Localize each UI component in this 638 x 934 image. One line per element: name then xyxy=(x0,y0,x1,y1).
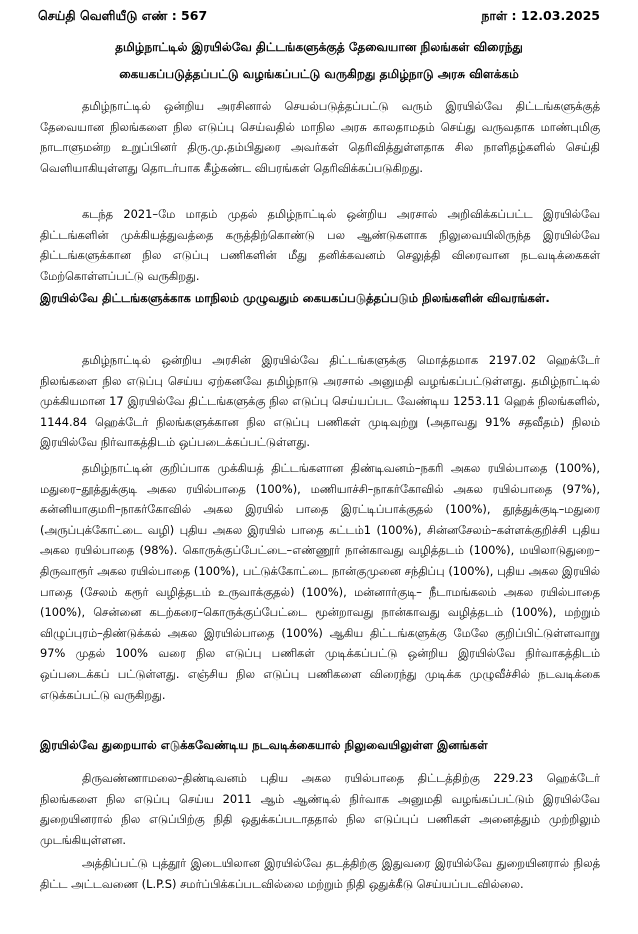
paragraph-land-totals: தமிழ்நாட்டில் ஒன்றிய அரசின் இரயில்வே திட்டங்களுக்கு மொத்தமாக 2197.02 ஹெக்டேர் நிலங்களை நில எடுப்பு செய்ய ஏற்கனவே தமிழ்நாடு அரசால் அனுமதி வழங்கப்பட்டுள்ளது. தமிழ்நாட்டில் முக்கியமான 17 இரயில்வே திட்டங்களுக்கு நில எடுப்பு செய்யப்பட வேண்டிய 1253.11 ஹெக் நிலங்களில், 1144.84 ஹெக்டேர் நிலங்களுக்கான நில எடுப்பு பணிகள் முடிவுற்று (அதாவது 91% சதவீதம்) நிலம் இரயில்வே நிர்வாகத்திடம் ஒப்படைக்கப்பட்டுள்ளது. xyxy=(40,353,600,450)
section-heading-land-details: இரயில்வே திட்டங்களுக்காக மாநிலம் முழுவதும் கையகப்படுத்தப்படும் நிலங்களின் விவரங்கள். xyxy=(40,291,550,305)
paragraph-since-2021: கடந்த 2021–மே மாதம் முதல் தமிழ்நாட்டில் ஒன்றிய அரசால் அறிவிக்கப்பட்ட இரயில்வே திட்டங்களின் முக்கியத்துவத்தை கருத்திற்கொண்டு பல ஆண்டுகளாக நிலுவையிலிருந்த இரயில்வே திட்டங்களுக்கான நில எடுப்பு பணிகளின் மீது தனிக்கவனம் செலுத்தி விரைவான நடவடிக்கைகள் மேற்கொள்ளப்பட்டு வருகிறது. xyxy=(40,207,600,283)
section-heading-pending-items: இரயில்வே துறையால் எடுக்கவேண்டிய நடவடிக்கையால் நிலுவையிலுள்ள இனங்கள் xyxy=(40,738,488,752)
title-line-1: தமிழ்நாட்டில் இரயில்வே திட்டங்களுக்குத் தேவையான நிலங்கள் விரைந்து xyxy=(115,40,523,54)
release-date: நாள் : 12.03.2025 xyxy=(481,8,600,23)
title-line-2: கையகப்படுத்தப்பட்டு வழங்கப்பட்டு வருகிறது தமிழ்நாடு அரசு விளக்கம் xyxy=(119,67,519,81)
release-number: செய்தி வெளியீடு எண் : 567 xyxy=(38,8,208,23)
paragraph-athipattu: அத்திப்பட்டு புத்தூர் இடையிலான இரயில்வே தடத்திற்கு இதுவரை இரயில்வே துறையினரால் நிலத் திட்ட அட்டவணை (L.P.S) சமர்ப்பிக்கப்படவில்லை மற்றும் நிதி ஒதுக்கீடு செய்யப்படவில்லை. xyxy=(40,856,600,891)
paragraph-intro: தமிழ்நாட்டில் ஒன்றிய அரசினால் செயல்படுத்தப்பட்டு வரும் இரயில்வே திட்டங்களுக்குத் தேவையான நிலங்களை நில எடுப்பு செய்வதில் மாநில அரசு காலதாமதம் செய்து வருவதாக மாண்புமிகு நாடாளுமன்ற உறுப்பினர் திரு.மு.தம்பிதுரை அவர்கள் தெரிவித்துள்ளதாக சில நாளிதழ்களில் செய்தி வெளியாகியுள்ளது தொடர்பாக கீழ்கண்ட விபரங்கள் தெரிவிக்கப்படுகிறது. xyxy=(40,99,600,175)
paragraph-project-progress: தமிழ்நாட்டின் குறிப்பாக முக்கியத் திட்டங்களான திண்டிவனம்–நகரி அகல ரயில்பாதை (100%), மதுரை–தூத்துக்குடி அகல ரயில்பாதை (100%), மணியாச்சி–நாகர்கோவில் அகல ரயில்பாதை (97%), கன்னியாகுமரி–நாகர்கோவில் அகல இரயில் பாதை இரட்டிப்பாக்குதல் (100%), தூத்துக்குடி–மதுரை (அருப்புக்கோட்டை வழி) புதிய அகல இரயில் பாதை கட்டம்1 (100%), சின்னசேலம்–கள்ளக்குறிச்சி புதிய அகல ரயில்பாதை (98%). கொருக்குப்பேட்டை–எண்ணூர் நான்காவது வழித்தடம் (100%), மயிலாடுதுறை–திருவாரூர் அகல ரயில்பாதை (100%), பட்டுக்கோட்டை நான்குமுனை சந்திப்பு (100%), புதிய அகல இரயில் பாதை (சேலம் கரூர் வழித்தடம் உருவாக்குதல்) (100%), மன்னார்குடி– நீடாமங்கலம் அகல ரயில்பாதை (100%), சென்னை கடற்கரை–கொருக்குப்பேட்டை மூன்றாவது நான்காவது வழித்தடம் (100%), மற்றும் விழுப்புரம்–திண்டுக்கல் அகல இரயில்பாதை (100%) ஆகிய திட்டங்களுக்கு மேலே குறிப்பிட்டுள்ளவாறு 97% முதல் 100% வரை நில எடுப்பு பணிகள் முடிக்கப்பட்டு ஒன்றிய இரயில்வே நிர்வாகத்திடம் ஒப்படைக்கப் பட்டுள்ளது. எஞ்சிய நில எடுப்பு பணிகளை விரைந்து முடிக்க முழுவீச்சில் நடவடிக்கை எடுக்கப்பட்டு வருகிறது. xyxy=(40,461,600,702)
paragraph-tiruvannamalai: திருவண்ணாமலை–திண்டிவனம் புதிய அகல ரயில்பாதை திட்டத்திற்கு 229.23 ஹெக்டேர் நிலங்களை நில எடுப்பு செய்ய 2011 ஆம் ஆண்டில் நிர்வாக அனுமதி வழங்கப்பட்டும் இரயில்வே துறையினரால் நில எடுப்பிற்கு நிதி ஒதுக்கப்படாததால் நில எடுப்புப் பணிகள் அனைத்தும் முற்றிலும் முடங்கியுள்ளன. xyxy=(40,771,600,847)
header-row xyxy=(38,8,600,28)
